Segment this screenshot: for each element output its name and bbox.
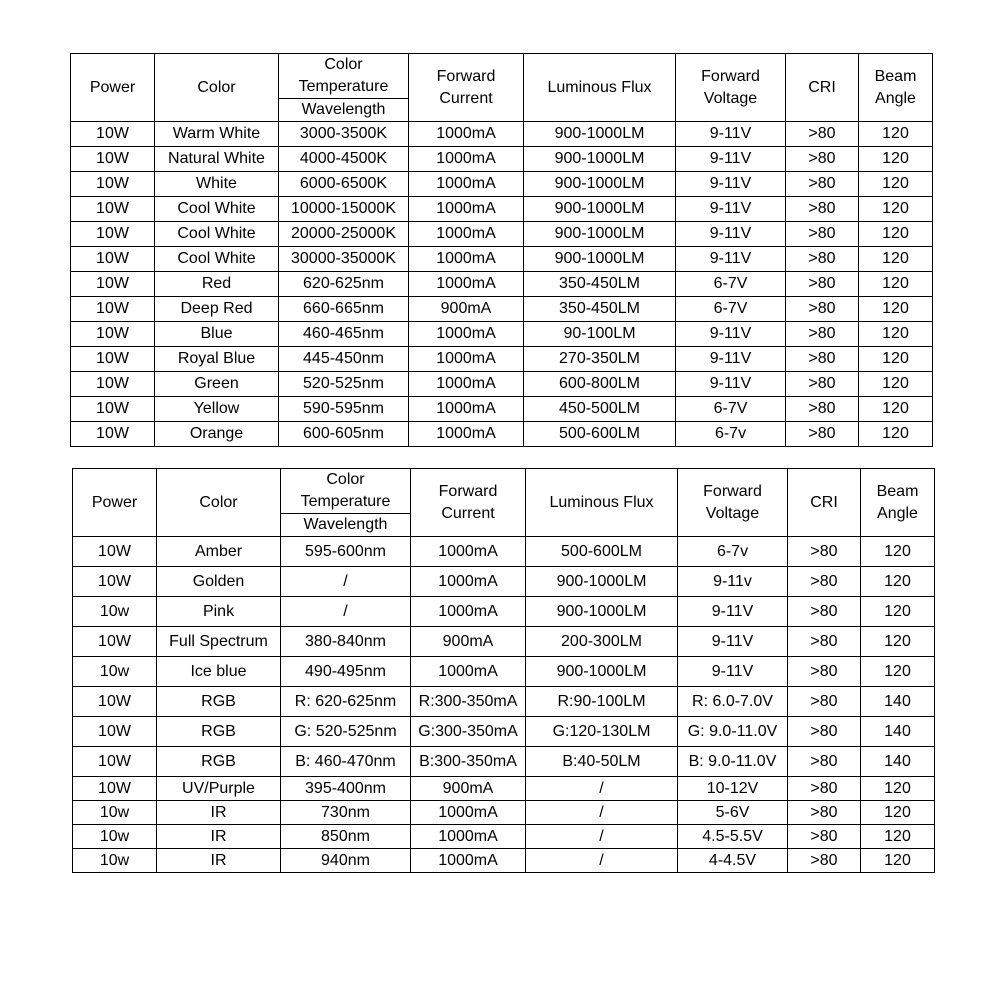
header-power: Power: [71, 54, 155, 122]
cell-wavelength: 520-525nm: [279, 372, 409, 397]
cell-cri: >80: [786, 172, 859, 197]
cell-luminous-flux: 900-1000LM: [524, 222, 676, 247]
cell-forward-voltage: 9-11V: [676, 222, 786, 247]
cell-cri: >80: [786, 322, 859, 347]
cell-beam-angle: 120: [861, 567, 935, 597]
cell-luminous-flux: 900-1000LM: [526, 567, 678, 597]
cell-color: Warm White: [155, 122, 279, 147]
cell-cri: >80: [788, 801, 861, 825]
header-forward-voltage: Forward Voltage: [676, 54, 786, 122]
cell-cri: >80: [788, 747, 861, 777]
cell-power: 10w: [73, 825, 157, 849]
cell-luminous-flux: 350-450LM: [524, 297, 676, 322]
cell-luminous-flux: 900-1000LM: [524, 197, 676, 222]
cell-beam-angle: 120: [861, 849, 935, 873]
cell-forward-voltage: 9-11V: [676, 322, 786, 347]
cell-forward-current: 1000mA: [409, 397, 524, 422]
cell-cri: >80: [788, 849, 861, 873]
cell-forward-voltage: 5-6V: [678, 801, 788, 825]
cell-luminous-flux: /: [526, 825, 678, 849]
cell-wavelength: 445-450nm: [279, 347, 409, 372]
cell-wavelength: 595-600nm: [281, 537, 411, 567]
cell-forward-current: 1000mA: [409, 122, 524, 147]
cell-forward-voltage: G: 9.0-11.0V: [678, 717, 788, 747]
cell-beam-angle: 120: [859, 147, 933, 172]
cell-beam-angle: 120: [861, 537, 935, 567]
cell-beam-angle: 120: [861, 597, 935, 627]
led-spec-table-1: [70, 53, 933, 447]
table-body: [73, 537, 935, 873]
cell-wavelength: 6000-6500K: [279, 172, 409, 197]
cell-cri: >80: [788, 537, 861, 567]
cell-beam-angle: 120: [861, 801, 935, 825]
cell-beam-angle: 120: [859, 197, 933, 222]
cell-cri: >80: [788, 627, 861, 657]
cell-power: 10W: [73, 687, 157, 717]
cell-cri: >80: [786, 372, 859, 397]
table-row: [71, 172, 933, 197]
cell-wavelength: 30000-35000K: [279, 247, 409, 272]
cell-wavelength: 940nm: [281, 849, 411, 873]
cell-forward-voltage: 9-11V: [676, 372, 786, 397]
table-row: [73, 537, 935, 567]
cell-wavelength: 20000-25000K: [279, 222, 409, 247]
cell-color: Green: [155, 372, 279, 397]
cell-forward-voltage: 9-11V: [676, 347, 786, 372]
cell-power: 10W: [71, 222, 155, 247]
cell-color: Orange: [155, 422, 279, 447]
cell-beam-angle: 120: [861, 657, 935, 687]
cell-forward-voltage: 10-12V: [678, 777, 788, 801]
cell-color: Golden: [157, 567, 281, 597]
cell-forward-current: 1000mA: [409, 247, 524, 272]
cell-beam-angle: 140: [861, 687, 935, 717]
cell-wavelength: 660-665nm: [279, 297, 409, 322]
table-row: [73, 657, 935, 687]
cell-wavelength: 620-625nm: [279, 272, 409, 297]
cell-beam-angle: 120: [861, 825, 935, 849]
cell-forward-current: 1000mA: [409, 422, 524, 447]
cell-color: Royal Blue: [155, 347, 279, 372]
cell-forward-current: 1000mA: [409, 147, 524, 172]
cell-forward-current: 1000mA: [409, 372, 524, 397]
cell-beam-angle: 120: [859, 272, 933, 297]
table-row: [71, 397, 933, 422]
cell-color: IR: [157, 825, 281, 849]
cell-forward-current: G:300-350mA: [411, 717, 526, 747]
cell-forward-current: 900mA: [411, 777, 526, 801]
cell-beam-angle: 120: [859, 222, 933, 247]
cell-forward-voltage: 6-7v: [678, 537, 788, 567]
cell-cri: >80: [788, 597, 861, 627]
cell-power: 10w: [73, 597, 157, 627]
cell-cri: >80: [788, 717, 861, 747]
cell-forward-voltage: 9-11V: [678, 657, 788, 687]
cell-color: White: [155, 172, 279, 197]
cell-luminous-flux: /: [526, 777, 678, 801]
cell-forward-voltage: 6-7v: [676, 422, 786, 447]
cell-luminous-flux: 200-300LM: [526, 627, 678, 657]
cell-color: IR: [157, 801, 281, 825]
cell-cri: >80: [788, 825, 861, 849]
cell-power: 10W: [73, 747, 157, 777]
cell-beam-angle: 120: [859, 122, 933, 147]
cell-color: Red: [155, 272, 279, 297]
cell-wavelength: 10000-15000K: [279, 197, 409, 222]
table-row: [71, 122, 933, 147]
cell-cri: >80: [786, 422, 859, 447]
cell-forward-current: 1000mA: [411, 825, 526, 849]
cell-wavelength: 4000-4500K: [279, 147, 409, 172]
cell-color: Cool White: [155, 197, 279, 222]
table-row: [73, 849, 935, 873]
cell-forward-current: R:300-350mA: [411, 687, 526, 717]
header-cri: CRI: [788, 469, 861, 537]
cell-forward-current: 1000mA: [411, 657, 526, 687]
cell-forward-voltage: B: 9.0-11.0V: [678, 747, 788, 777]
cell-color: Cool White: [155, 222, 279, 247]
cell-forward-current: 1000mA: [411, 597, 526, 627]
cell-power: 10W: [73, 567, 157, 597]
cell-luminous-flux: 900-1000LM: [524, 147, 676, 172]
header-color: Color: [155, 54, 279, 122]
cell-power: 10W: [71, 347, 155, 372]
table-header: [73, 469, 935, 537]
cell-color: Yellow: [155, 397, 279, 422]
cell-luminous-flux: R:90-100LM: [526, 687, 678, 717]
cell-forward-voltage: 9-11V: [676, 147, 786, 172]
header-forward-current: Forward Current: [409, 54, 524, 122]
cell-forward-current: 1000mA: [409, 272, 524, 297]
cell-cri: >80: [786, 197, 859, 222]
cell-wavelength: B: 460-470nm: [281, 747, 411, 777]
table-row: [71, 247, 933, 272]
header-forward-current: Forward Current: [411, 469, 526, 537]
cell-cri: >80: [786, 247, 859, 272]
cell-cri: >80: [788, 777, 861, 801]
table-row: [73, 801, 935, 825]
header-power: Power: [73, 469, 157, 537]
cell-color: Ice blue: [157, 657, 281, 687]
cell-power: 10W: [71, 247, 155, 272]
cell-luminous-flux: /: [526, 849, 678, 873]
cell-forward-voltage: 4-4.5V: [678, 849, 788, 873]
cell-forward-voltage: 9-11V: [678, 627, 788, 657]
cell-power: 10w: [73, 849, 157, 873]
header-beam-angle: Beam Angle: [859, 54, 933, 122]
cell-cri: >80: [786, 297, 859, 322]
cell-beam-angle: 120: [859, 422, 933, 447]
cell-luminous-flux: 500-600LM: [524, 422, 676, 447]
cell-power: 10W: [71, 272, 155, 297]
header-cri: CRI: [786, 54, 859, 122]
table-row: [71, 272, 933, 297]
cell-beam-angle: 120: [861, 627, 935, 657]
cell-beam-angle: 120: [859, 347, 933, 372]
cell-color: Pink: [157, 597, 281, 627]
cell-forward-voltage: R: 6.0-7.0V: [678, 687, 788, 717]
cell-wavelength: 380-840nm: [281, 627, 411, 657]
cell-luminous-flux: 900-1000LM: [526, 657, 678, 687]
cell-wavelength: 730nm: [281, 801, 411, 825]
cell-forward-current: 1000mA: [411, 801, 526, 825]
cell-color: RGB: [157, 747, 281, 777]
cell-forward-current: 1000mA: [411, 567, 526, 597]
cell-power: 10w: [73, 801, 157, 825]
cell-forward-voltage: 9-11V: [676, 172, 786, 197]
table-row: [71, 197, 933, 222]
cell-wavelength: R: 620-625nm: [281, 687, 411, 717]
cell-forward-voltage: 9-11V: [678, 597, 788, 627]
header-color: Color: [157, 469, 281, 537]
table-row: [71, 372, 933, 397]
cell-cri: >80: [788, 657, 861, 687]
table-row: [71, 322, 933, 347]
cell-forward-current: B:300-350mA: [411, 747, 526, 777]
cell-wavelength: 850nm: [281, 825, 411, 849]
table-row: [73, 687, 935, 717]
cell-beam-angle: 140: [861, 717, 935, 747]
cell-forward-voltage: 6-7V: [676, 272, 786, 297]
cell-luminous-flux: 900-1000LM: [524, 122, 676, 147]
table-row: [71, 147, 933, 172]
cell-luminous-flux: 270-350LM: [524, 347, 676, 372]
header-color-temperature: Color Temperature: [281, 469, 411, 514]
table-row: [71, 422, 933, 447]
table-row: [71, 297, 933, 322]
cell-color: Full Spectrum: [157, 627, 281, 657]
cell-luminous-flux: 450-500LM: [524, 397, 676, 422]
cell-color: UV/Purple: [157, 777, 281, 801]
cell-forward-current: 900mA: [411, 627, 526, 657]
cell-power: 10W: [73, 717, 157, 747]
header-color-temperature: Color Temperature: [279, 54, 409, 99]
cell-color: Amber: [157, 537, 281, 567]
table-row: [73, 597, 935, 627]
header-forward-voltage: Forward Voltage: [678, 469, 788, 537]
cell-cri: >80: [786, 397, 859, 422]
cell-beam-angle: 120: [859, 172, 933, 197]
cell-cri: >80: [786, 222, 859, 247]
cell-cri: >80: [786, 147, 859, 172]
cell-forward-current: 1000mA: [409, 172, 524, 197]
cell-beam-angle: 120: [861, 777, 935, 801]
header-luminous-flux: Luminous Flux: [524, 54, 676, 122]
cell-luminous-flux: 900-1000LM: [526, 597, 678, 627]
cell-beam-angle: 120: [859, 322, 933, 347]
cell-color: IR: [157, 849, 281, 873]
cell-power: 10W: [71, 397, 155, 422]
cell-beam-angle: 120: [859, 397, 933, 422]
cell-beam-angle: 120: [859, 372, 933, 397]
cell-color: RGB: [157, 717, 281, 747]
led-spec-table-2: [72, 468, 935, 873]
table-header: [71, 54, 933, 122]
cell-beam-angle: 140: [861, 747, 935, 777]
cell-power: 10W: [73, 627, 157, 657]
cell-color: RGB: [157, 687, 281, 717]
table-row: [73, 747, 935, 777]
cell-luminous-flux: 900-1000LM: [524, 247, 676, 272]
cell-wavelength: /: [281, 597, 411, 627]
cell-wavelength: 3000-3500K: [279, 122, 409, 147]
cell-wavelength: 395-400nm: [281, 777, 411, 801]
cell-forward-current: 1000mA: [409, 347, 524, 372]
cell-beam-angle: 120: [859, 247, 933, 272]
cell-color: Blue: [155, 322, 279, 347]
cell-forward-voltage: 9-11v: [678, 567, 788, 597]
header-wavelength: Wavelength: [281, 514, 411, 537]
table-row: [73, 777, 935, 801]
cell-power: 10W: [71, 322, 155, 347]
header-wavelength: Wavelength: [279, 99, 409, 122]
cell-forward-current: 1000mA: [409, 222, 524, 247]
cell-forward-current: 1000mA: [411, 537, 526, 567]
cell-power: 10w: [73, 657, 157, 687]
cell-forward-voltage: 4.5-5.5V: [678, 825, 788, 849]
table-row: [73, 825, 935, 849]
cell-luminous-flux: B:40-50LM: [526, 747, 678, 777]
cell-color: Cool White: [155, 247, 279, 272]
header-beam-angle: Beam Angle: [861, 469, 935, 537]
table-row: [73, 717, 935, 747]
cell-forward-voltage: 6-7V: [676, 297, 786, 322]
cell-wavelength: 490-495nm: [281, 657, 411, 687]
cell-luminous-flux: /: [526, 801, 678, 825]
table-row: [71, 347, 933, 372]
cell-color: Natural White: [155, 147, 279, 172]
cell-forward-voltage: 9-11V: [676, 247, 786, 272]
cell-power: 10W: [71, 197, 155, 222]
cell-color: Deep Red: [155, 297, 279, 322]
cell-wavelength: 600-605nm: [279, 422, 409, 447]
cell-forward-current: 1000mA: [409, 197, 524, 222]
cell-beam-angle: 120: [859, 297, 933, 322]
cell-power: 10W: [73, 537, 157, 567]
cell-wavelength: 590-595nm: [279, 397, 409, 422]
cell-power: 10W: [71, 147, 155, 172]
cell-wavelength: /: [281, 567, 411, 597]
cell-forward-voltage: 6-7V: [676, 397, 786, 422]
cell-luminous-flux: G:120-130LM: [526, 717, 678, 747]
cell-power: 10W: [71, 297, 155, 322]
table-row: [73, 567, 935, 597]
cell-forward-current: 900mA: [409, 297, 524, 322]
cell-power: 10W: [71, 172, 155, 197]
cell-forward-current: 1000mA: [409, 322, 524, 347]
cell-cri: >80: [786, 347, 859, 372]
cell-forward-voltage: 9-11V: [676, 122, 786, 147]
table-body: [71, 122, 933, 447]
cell-cri: >80: [788, 567, 861, 597]
cell-luminous-flux: 900-1000LM: [524, 172, 676, 197]
cell-cri: >80: [786, 122, 859, 147]
table-row: [73, 627, 935, 657]
cell-luminous-flux: 600-800LM: [524, 372, 676, 397]
cell-cri: >80: [788, 687, 861, 717]
cell-luminous-flux: 350-450LM: [524, 272, 676, 297]
cell-power: 10W: [71, 372, 155, 397]
cell-wavelength: G: 520-525nm: [281, 717, 411, 747]
cell-forward-voltage: 9-11V: [676, 197, 786, 222]
cell-power: 10W: [71, 122, 155, 147]
header-luminous-flux: Luminous Flux: [526, 469, 678, 537]
cell-luminous-flux: 500-600LM: [526, 537, 678, 567]
table-row: [71, 222, 933, 247]
cell-forward-current: 1000mA: [411, 849, 526, 873]
cell-wavelength: 460-465nm: [279, 322, 409, 347]
cell-cri: >80: [786, 272, 859, 297]
cell-luminous-flux: 90-100LM: [524, 322, 676, 347]
cell-power: 10W: [73, 777, 157, 801]
cell-power: 10W: [71, 422, 155, 447]
